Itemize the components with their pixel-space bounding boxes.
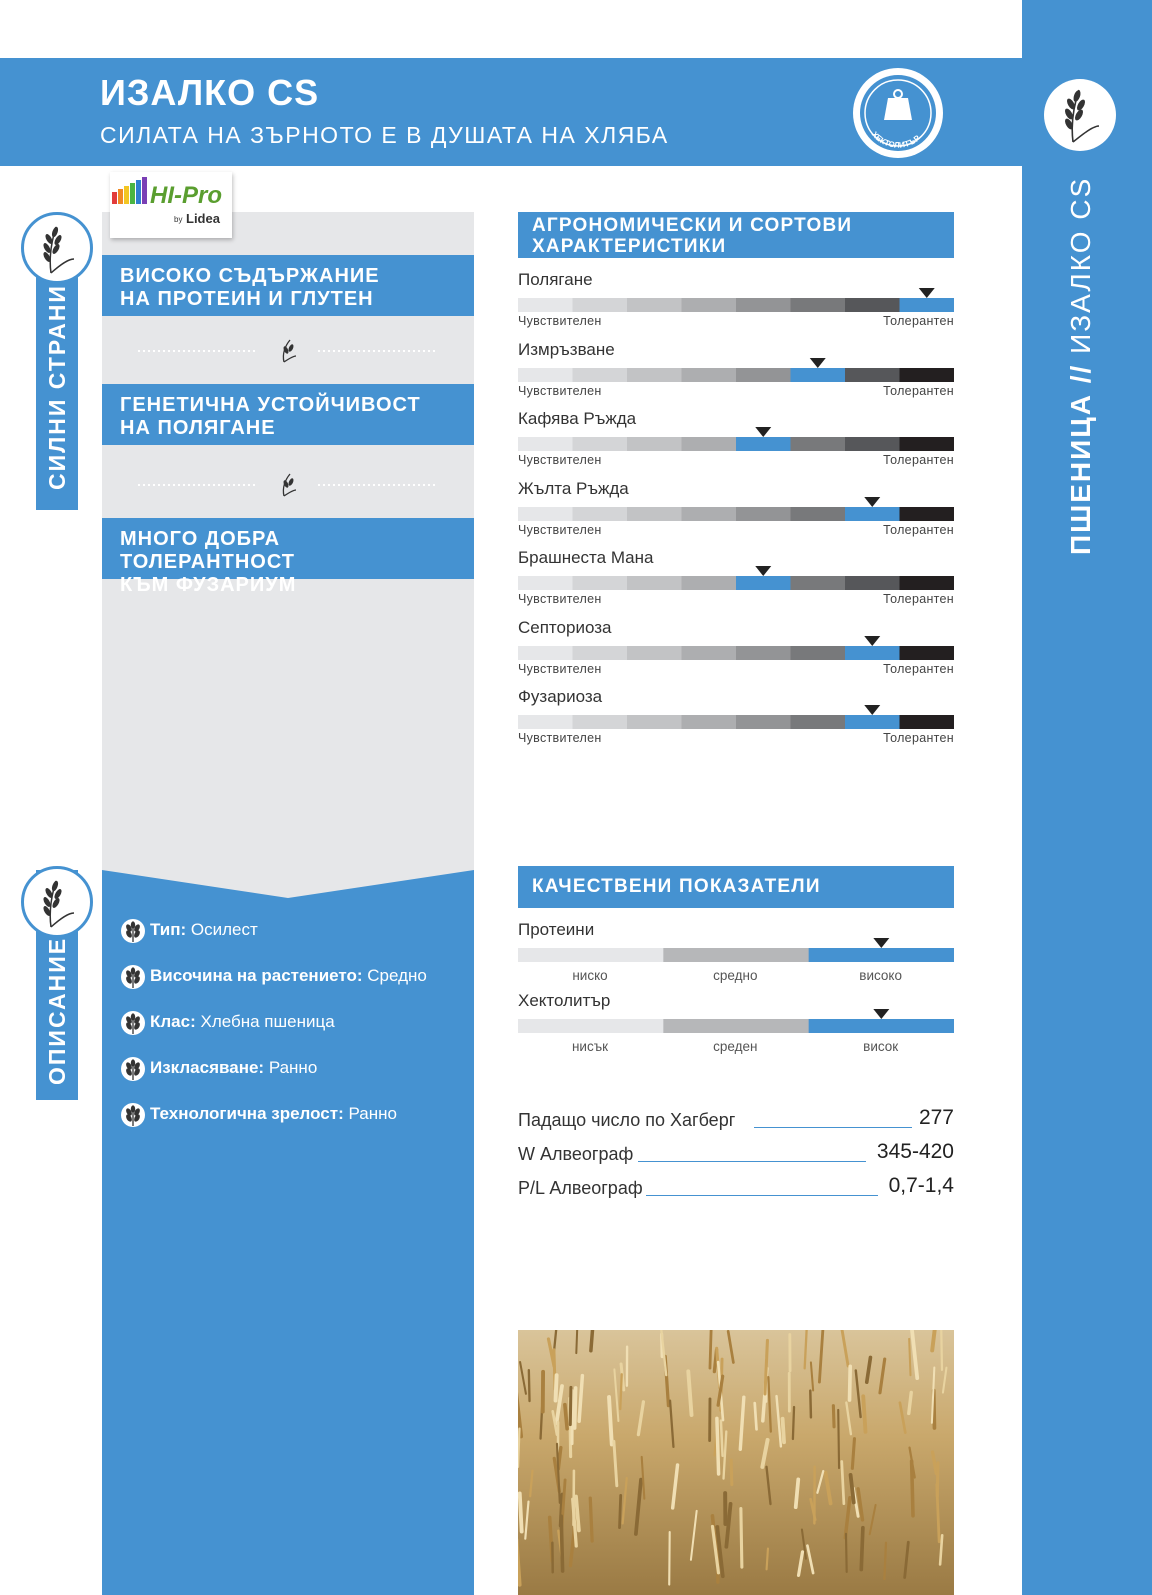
description-key: Изкласяване: bbox=[150, 1058, 265, 1077]
wheat-stalk bbox=[575, 1388, 576, 1428]
trait-name: Измръзване bbox=[518, 339, 615, 359]
scale-segment bbox=[518, 437, 573, 451]
logo-brand: HI-Pro bbox=[150, 182, 222, 209]
side-separator: // bbox=[1065, 363, 1096, 384]
trait-name: Фузариоза bbox=[518, 687, 603, 706]
scale-segment bbox=[791, 298, 846, 312]
scale-segment bbox=[573, 646, 628, 660]
badge-text: ХЕКТОЛИТЪР bbox=[869, 129, 922, 150]
scale-segment bbox=[627, 437, 682, 451]
wheat-stalk bbox=[620, 1374, 621, 1409]
wheat-stalk bbox=[590, 1498, 592, 1541]
quality-segment bbox=[663, 1019, 809, 1033]
quality-value-label: P/L Алвеограф bbox=[518, 1178, 643, 1198]
scale-low-label: Чувствителен bbox=[518, 314, 602, 328]
wheat-stalk bbox=[833, 1406, 834, 1427]
wheat-stalk bbox=[710, 1330, 712, 1368]
wheat-stalk bbox=[620, 1495, 621, 1527]
quality-segment bbox=[809, 948, 954, 962]
quality-level-label: среден bbox=[713, 1039, 758, 1054]
quality-level-label: високо bbox=[859, 968, 902, 983]
quality-value-label: W Алвеограф bbox=[518, 1144, 634, 1164]
description-wheat-icon bbox=[21, 866, 93, 938]
strength-item bbox=[102, 384, 474, 445]
wheat-stalk bbox=[850, 1366, 851, 1400]
logo-company: Lidea bbox=[186, 211, 220, 226]
wheat-stalk bbox=[721, 1421, 723, 1456]
side-category: ПШЕНИЦА bbox=[1065, 393, 1096, 555]
scale-high-label: Толерантен bbox=[883, 592, 954, 606]
wheat-stalk bbox=[838, 1410, 839, 1468]
scale-segment bbox=[791, 507, 846, 521]
scale-segment bbox=[736, 576, 791, 590]
quality-name: Протеини bbox=[518, 920, 595, 939]
wheat-bullet-icon bbox=[120, 1102, 146, 1128]
trait-scale bbox=[518, 425, 954, 451]
scale-segment bbox=[900, 298, 955, 312]
scale-segment bbox=[627, 576, 682, 590]
scale-marker-icon bbox=[919, 288, 935, 298]
wheat-field-photo bbox=[518, 1330, 954, 1595]
scale-segment bbox=[845, 368, 900, 382]
scale-segment bbox=[573, 368, 628, 382]
wheat-divider-icon bbox=[138, 336, 438, 366]
scale-segment bbox=[791, 646, 846, 660]
scale-segment bbox=[682, 646, 737, 660]
wheat-stalk bbox=[570, 1387, 571, 1424]
scale-segment bbox=[518, 576, 573, 590]
scale-segment bbox=[518, 646, 573, 660]
wheat-stalk bbox=[861, 1528, 863, 1570]
scale-segment bbox=[900, 368, 955, 382]
hectoliter-badge-icon bbox=[851, 66, 945, 160]
page-subtitle: СИЛАТА НА ЗЪРНОТО Е В ДУШАТА НА ХЛЯБА bbox=[100, 122, 669, 148]
scale-segment bbox=[736, 507, 791, 521]
strength-line: МНОГО ДОБРА ТОЛЕРАНТНОСТ bbox=[120, 528, 295, 573]
trait-name: Кафява Ръжда bbox=[518, 409, 637, 428]
trait-name: Жълта Ръжда bbox=[518, 478, 629, 498]
scale-segment bbox=[791, 437, 846, 451]
wheat-bullet-icon bbox=[120, 1056, 146, 1082]
wheat-stalk bbox=[810, 1391, 811, 1418]
scale-segment bbox=[573, 715, 628, 729]
scale-segment bbox=[736, 646, 791, 660]
wheat-stalk bbox=[863, 1396, 865, 1432]
agronomic-title-line: ХАРАКТЕРИСТИКИ bbox=[532, 236, 727, 257]
scale-segment bbox=[736, 298, 791, 312]
trait-name: Полягане bbox=[518, 270, 593, 289]
wheat-stalk bbox=[852, 1439, 854, 1469]
trait-scale bbox=[518, 356, 954, 382]
scale-marker-icon bbox=[864, 497, 880, 507]
description-value: Ранно bbox=[268, 1058, 318, 1077]
strength-line: ВИСОКО СЪДЪРЖАНИЕ bbox=[120, 265, 380, 287]
scale-segment bbox=[845, 437, 900, 451]
scale-segment bbox=[518, 507, 573, 521]
wheat-stalk bbox=[565, 1405, 567, 1429]
scale-segment bbox=[573, 298, 628, 312]
wheat-stalk bbox=[561, 1516, 562, 1571]
scale-low-label: Чувствителен bbox=[518, 731, 602, 745]
scale-segment bbox=[627, 298, 682, 312]
scale-high-label: Толерантен bbox=[883, 522, 954, 537]
wheat-stalk bbox=[731, 1460, 732, 1485]
description-value: Хлебна пшеница bbox=[200, 1012, 335, 1031]
description-item bbox=[120, 962, 427, 990]
strength-line: НА ПРОТЕИН И ГЛУТЕН bbox=[120, 288, 374, 310]
strength-line: КЪМ ФУЗАРИУМ bbox=[120, 574, 297, 596]
scale-segment bbox=[627, 715, 682, 729]
quality-scale bbox=[518, 1007, 954, 1033]
wheat-stalk bbox=[846, 1534, 847, 1572]
hi-pro-logo bbox=[110, 172, 232, 238]
quality-level-label: средно bbox=[713, 968, 758, 983]
quality-name: Хектолитър bbox=[518, 991, 611, 1010]
scale-segment bbox=[736, 368, 791, 382]
wheat-bullet-icon bbox=[120, 1010, 146, 1036]
leader-line bbox=[638, 1161, 866, 1162]
strengths-wheat-icon bbox=[21, 212, 93, 284]
scale-segment bbox=[518, 368, 573, 382]
scale-segment bbox=[682, 298, 737, 312]
scale-marker-icon bbox=[755, 566, 771, 576]
scale-segment bbox=[682, 507, 737, 521]
scale-low-label: Чувствителен bbox=[518, 522, 602, 537]
scale-high-label: Толерантен bbox=[883, 731, 954, 745]
scale-segment bbox=[627, 507, 682, 521]
quality-level-label: висок bbox=[863, 1039, 899, 1054]
scale-marker-icon bbox=[864, 636, 880, 646]
wheat-stalk bbox=[755, 1403, 757, 1429]
scale-low-label: Чувствителен bbox=[518, 661, 602, 676]
side-caption bbox=[1065, 175, 1105, 555]
scale-segment bbox=[682, 576, 737, 590]
strength-item bbox=[102, 518, 474, 596]
trait-scale bbox=[518, 564, 954, 590]
wheat-stalk bbox=[767, 1549, 768, 1570]
scale-segment bbox=[573, 576, 628, 590]
wheat-stalk bbox=[793, 1407, 794, 1439]
wheat-stalk bbox=[941, 1330, 942, 1370]
description-value: Ранно bbox=[348, 1104, 397, 1123]
scale-segment bbox=[900, 437, 955, 451]
wheat-stalk bbox=[556, 1375, 557, 1400]
quality-value-label: Падащо число по Хагберг bbox=[518, 1110, 736, 1130]
scale-segment bbox=[682, 437, 737, 451]
wheat-stalk bbox=[909, 1339, 910, 1375]
description-item bbox=[120, 1008, 335, 1036]
strengths-label: СИЛНИ СТРАНИ bbox=[44, 284, 70, 490]
wheat-bullet-icon bbox=[120, 918, 146, 944]
trait-scale bbox=[518, 703, 954, 729]
quality-segment bbox=[663, 948, 809, 962]
scale-segment bbox=[518, 298, 573, 312]
trait-scale bbox=[518, 634, 954, 660]
scale-low-label: Чувствителен bbox=[518, 383, 602, 398]
scale-high-label: Толерантен bbox=[883, 314, 954, 328]
scale-segment bbox=[736, 715, 791, 729]
scale-marker-icon bbox=[864, 705, 880, 715]
trait-name: Септориоза bbox=[518, 617, 612, 637]
wheat-icon bbox=[1043, 78, 1117, 152]
side-variety: ИЗАЛКО CS bbox=[1065, 176, 1096, 354]
description-key: Технологична зрелост: bbox=[150, 1104, 344, 1123]
quality-marker-icon bbox=[873, 1009, 889, 1019]
scale-segment bbox=[627, 646, 682, 660]
scale-segment bbox=[736, 437, 791, 451]
scale-segment bbox=[791, 576, 846, 590]
scale-segment bbox=[900, 576, 955, 590]
quality-value: 277 bbox=[918, 1106, 954, 1129]
wheat-stalk bbox=[518, 1429, 519, 1467]
description-key: Клас: bbox=[150, 1012, 196, 1031]
trait-scale bbox=[518, 495, 954, 521]
strength-item bbox=[102, 255, 474, 316]
scale-segment bbox=[900, 715, 955, 729]
scale-segment bbox=[791, 715, 846, 729]
wheat-stalk bbox=[520, 1493, 522, 1531]
quality-level-label: ниско bbox=[572, 968, 608, 983]
scale-segment bbox=[845, 298, 900, 312]
wheat-stalk bbox=[717, 1418, 719, 1474]
scale-segment bbox=[573, 437, 628, 451]
description-key: Височина на растението: bbox=[150, 966, 363, 985]
quality-value: 0,7-1,4 bbox=[888, 1174, 954, 1197]
leader-line bbox=[646, 1195, 878, 1196]
logo-by: by bbox=[174, 215, 183, 224]
description-value: Средно bbox=[367, 966, 427, 985]
scale-high-label: Толерантен bbox=[883, 661, 954, 676]
scale-segment bbox=[845, 507, 900, 521]
scale-marker-icon bbox=[810, 358, 826, 368]
wheat-stalk bbox=[783, 1419, 784, 1442]
agronomic-heading bbox=[518, 212, 954, 258]
quality-level-label: нисък bbox=[571, 1039, 609, 1054]
quality-value: 345-420 bbox=[876, 1140, 954, 1163]
description-value: Осилест bbox=[190, 920, 258, 939]
scale-segment bbox=[682, 368, 737, 382]
scale-segment bbox=[900, 507, 955, 521]
scale-segment bbox=[791, 368, 846, 382]
quality-segment bbox=[809, 1019, 954, 1033]
description-label: ОПИСАНИЕ bbox=[44, 936, 70, 1085]
quality-segment bbox=[518, 1019, 664, 1033]
strength-line: ГЕНЕТИЧНА УСТОЙЧИВОСТ bbox=[120, 394, 421, 416]
quality-heading: КАЧЕСТВЕНИ ПОКАЗАТЕЛИ bbox=[518, 866, 954, 908]
strength-line: НА ПОЛЯГАНЕ bbox=[120, 417, 276, 439]
wheat-stalk bbox=[609, 1397, 612, 1444]
description-item bbox=[120, 1054, 317, 1082]
description-key: Тип: bbox=[150, 920, 187, 939]
scale-segment bbox=[627, 368, 682, 382]
wheat-stalk bbox=[884, 1543, 886, 1579]
wheat-stalk bbox=[741, 1509, 742, 1568]
scale-segment bbox=[845, 715, 900, 729]
quality-marker-icon bbox=[873, 938, 889, 948]
leader-line bbox=[754, 1127, 912, 1128]
trait-name: Брашнеста Мана bbox=[518, 548, 654, 567]
scale-segment bbox=[900, 646, 955, 660]
quality-scale bbox=[518, 936, 954, 962]
scale-low-label: Чувствителен bbox=[518, 592, 602, 606]
wheat-stalk bbox=[796, 1479, 799, 1507]
trait-scale bbox=[518, 286, 954, 312]
description-item bbox=[120, 1100, 397, 1128]
quality-segment bbox=[518, 948, 664, 962]
scale-segment bbox=[518, 715, 573, 729]
wheat-divider-icon bbox=[138, 470, 438, 500]
scale-high-label: Толерантен bbox=[883, 383, 954, 398]
scale-marker-icon bbox=[755, 427, 771, 437]
page-title: ИЗАЛКО CS bbox=[100, 72, 320, 113]
agronomic-title-line: АГРОНОМИЧЕСКИ И СОРТОВИ bbox=[532, 215, 853, 236]
scale-segment bbox=[682, 715, 737, 729]
scale-high-label: Толерантен bbox=[883, 453, 954, 467]
wheat-stalk bbox=[529, 1370, 530, 1401]
description-item bbox=[120, 916, 258, 944]
scale-segment bbox=[845, 576, 900, 590]
scale-low-label: Чувствителен bbox=[518, 453, 602, 467]
wheat-bullet-icon bbox=[120, 964, 146, 990]
scale-segment bbox=[573, 507, 628, 521]
scale-segment bbox=[845, 646, 900, 660]
